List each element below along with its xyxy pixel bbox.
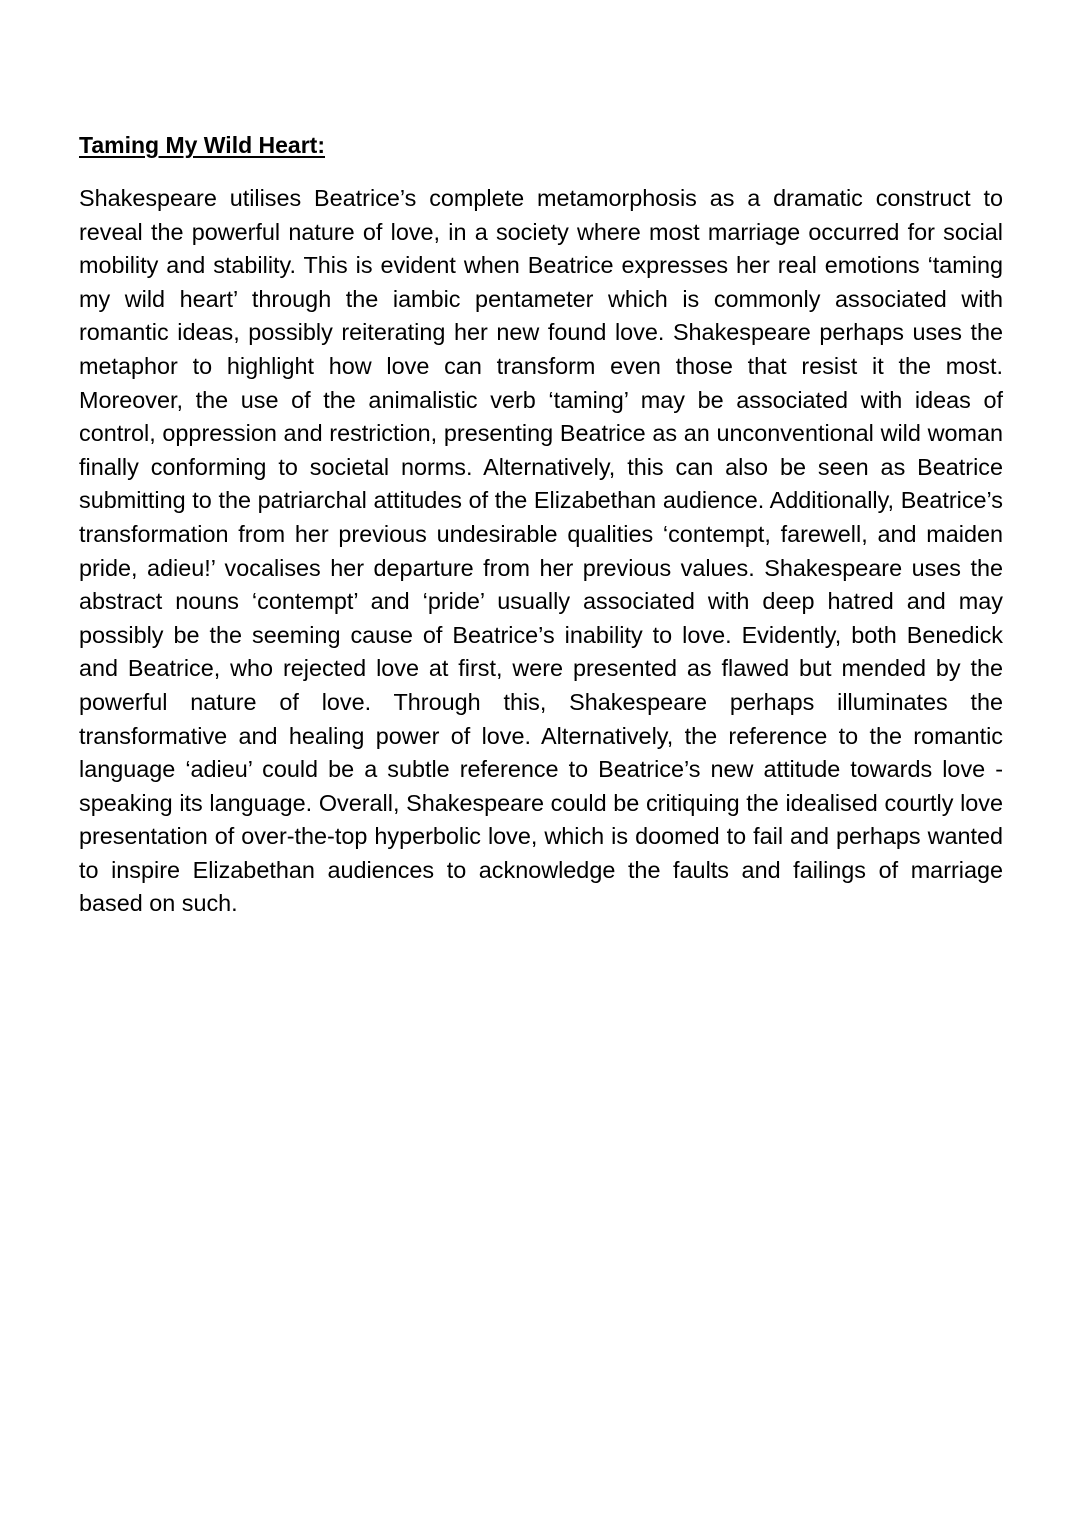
document-content [79,128,1003,921]
section-heading: Taming My Wild Heart: [79,132,325,158]
body-paragraph: Shakespeare utilises Beatrice’s complete metamorphosis as a dramatic construct to reveal the powerful nature of love, in a society where most marriage occurred for social mobility and stability. This is evident when Beatrice expresses her real emotions ‘taming my wild heart’ through the iambic pentameter which is commonly associated with romantic ideas, possibly reiterating her new found love. Shakespeare perhaps uses the metaphor to highlight how love can transform even those that resist it the most. Moreover, the use of the animalistic verb ‘taming’ may be associated with ideas of control, oppression and restriction, presenting Beatrice as an unconventional wild woman finally conforming to societal norms. Alternatively, this can also be seen as Beatrice submitting to the patriarchal attitudes of the Elizabethan audience. Additionally, Beatrice’s transformation from her previous undesirable qualities ‘contempt, farewell, and maiden pride, adieu!’ vocalises her departure from her previous values. Shakespeare uses the abstract nouns ‘contempt’ and ‘pride’ usually associated with deep hatred and may possibly be the seeming cause of Beatrice’s inability to love. Evidently, both Benedick and Beatrice, who rejected love at first, were presented as flawed but mended by the powerful nature of love. Through this, Shakespeare perhaps illuminates the transformative and healing power of love. Alternatively, the reference to the romantic language ‘adieu’ could be a subtle reference to Beatrice’s new attitude towards love - speaking its language. Overall, Shakespeare could be critiquing the idealised courtly love presentation of over-the-top hyperbolic love, which is doomed to fail and perhaps wanted to inspire Elizabethan audiences to acknowledge the faults and failings of marriage based on such. [79,185,1003,917]
